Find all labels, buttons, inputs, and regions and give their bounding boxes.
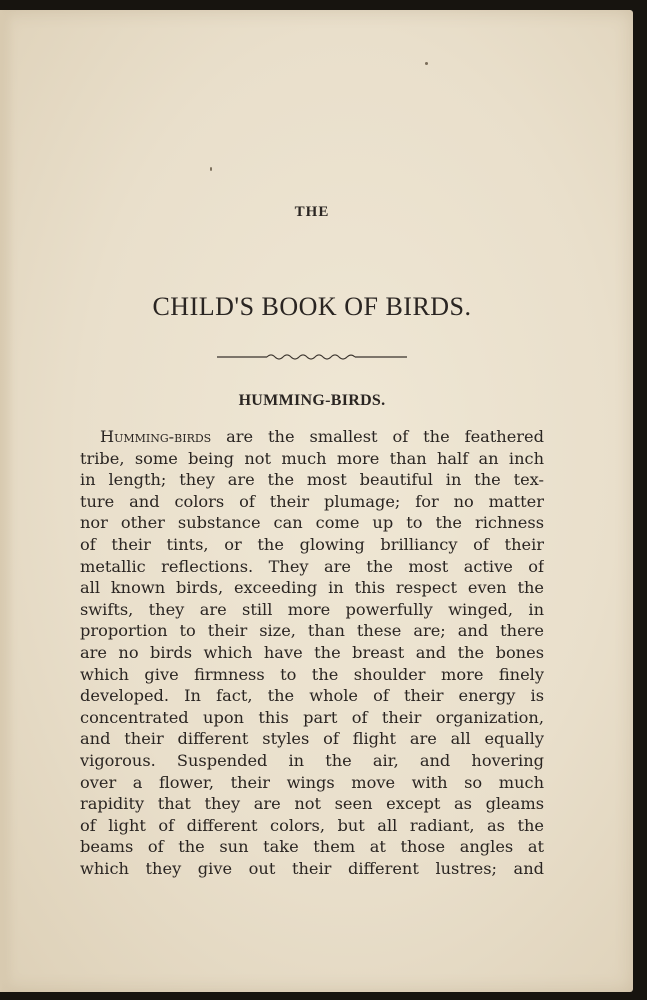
ornamental-divider <box>217 350 407 364</box>
text-line: nor other substance can come up to the richness <box>80 513 544 533</box>
paper-page <box>0 10 633 992</box>
title-prefix: THE <box>294 204 330 220</box>
text-line: and their different styles of flight are all equally <box>80 729 544 749</box>
text-line: ture and colors of their plumage; for no matter <box>80 491 544 511</box>
book-title: CHILD'S BOOK OF BIRDS. <box>152 292 472 321</box>
text-line: concentrated upon this part of their organization, <box>80 707 544 727</box>
text-line: which they give out their different lustres; and <box>80 858 544 878</box>
page-gutter-shadow <box>0 10 14 992</box>
body-paragraph <box>80 426 544 879</box>
text-line: metallic reflections. They are the most active of <box>80 556 544 576</box>
text-line: over a flower, their wings move with so much <box>80 772 544 792</box>
text-line: tribe, some being not much more than half an inch <box>80 448 544 468</box>
text-line: which give firmness to the shoulder more finely <box>80 664 544 684</box>
text-line: beams of the sun take them at those angles at <box>80 837 544 857</box>
text-line: are no birds which have the breast and the bones <box>80 642 544 662</box>
text-line: all known birds, exceeding in this respect even the <box>80 578 544 598</box>
text-line: developed. In fact, the whole of their energy is <box>80 686 544 706</box>
text-line: vigorous. Suspended in the air, and hovering <box>80 750 544 770</box>
lead-word: Humming-birds <box>100 427 212 446</box>
section-heading: HUMMING-BIRDS. <box>238 392 386 409</box>
text-line <box>80 426 544 448</box>
text-line: swifts, they are still more powerfully winged, in <box>80 599 544 619</box>
text-line: in length; they are the most beautiful in the tex- <box>80 470 544 490</box>
paper-speck <box>210 167 212 171</box>
text-line: of their tints, or the glowing brilliancy of their <box>80 534 544 554</box>
paper-speck <box>425 62 428 65</box>
text-line: proportion to their size, than these are; and there <box>80 621 544 641</box>
first-line-rest: are the smallest of the feathered <box>211 427 544 446</box>
text-line: of light of different colors, but all radiant, as the <box>80 815 544 835</box>
text-line: rapidity that they are not seen except as gleams <box>80 794 544 814</box>
